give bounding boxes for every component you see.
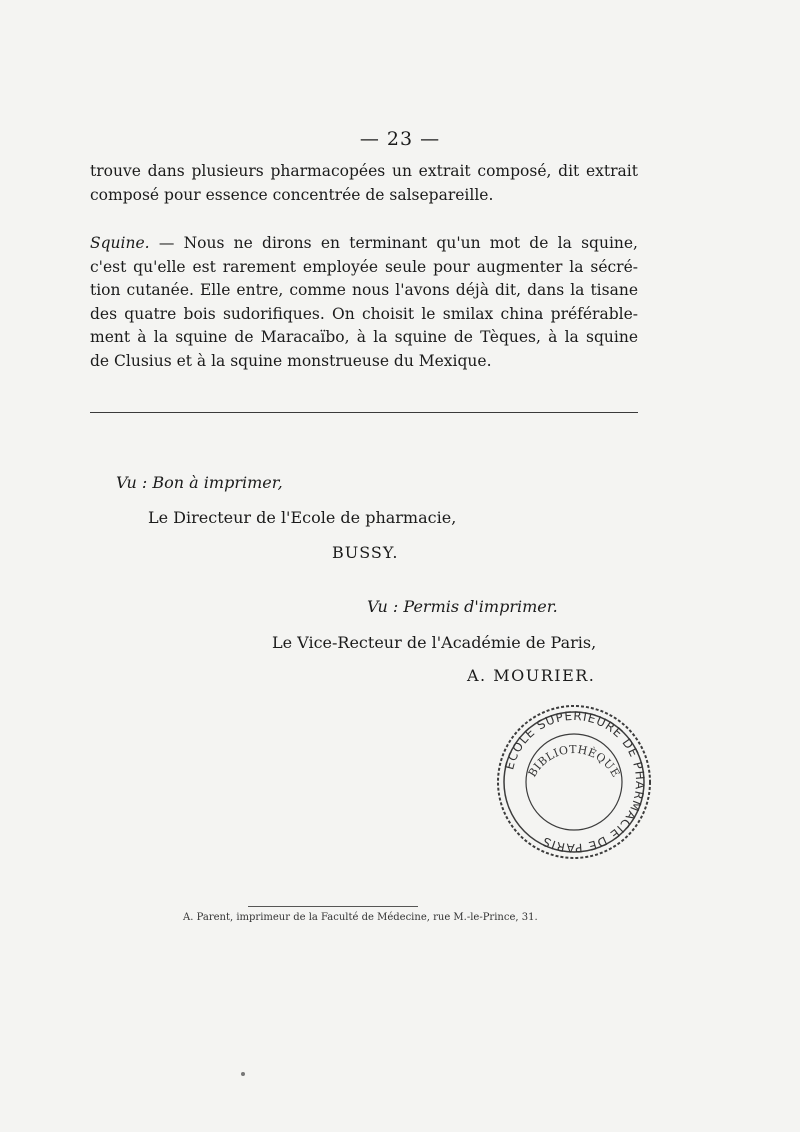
text-line: ment à la squine de Maracaïbo, à la squine de Tèques, à la squine bbox=[90, 328, 638, 346]
paragraph-squine bbox=[90, 232, 638, 373]
text-line bbox=[90, 232, 638, 256]
approval-vu-bon: Vu : Bon à imprimer, bbox=[116, 473, 283, 492]
section-lead: Squine. bbox=[90, 234, 150, 252]
text-line: trouve dans plusieurs pharmacopées un extrait composé, dit extrait bbox=[90, 162, 638, 180]
director-title: Le Directeur de l'Ecole de pharmacie, bbox=[148, 508, 457, 527]
text-line: des quatre bois sudorifiques. On choisit le smilax china préférable- bbox=[90, 304, 638, 323]
paper-speck bbox=[241, 1072, 245, 1076]
rector-title: Le Vice-Recteur de l'Académie de Paris, bbox=[272, 633, 597, 652]
text-line: composé pour essence concentrée de salsepareille. bbox=[90, 185, 494, 204]
svg-text:ECOLE SUPERIEURE DE PHARMACIE bbox=[502, 709, 647, 855]
text-line: c'est qu'elle est rarement employée seule pour augmenter la sécré- bbox=[90, 257, 638, 276]
text-fragment: — Nous ne dirons en terminant qu'un mot de la squine, bbox=[149, 234, 638, 252]
printer-imprint: A. Parent, imprimeur de la Faculté de Médecine, rue M.-le-Prince, 31. bbox=[183, 912, 538, 923]
page-number: — 23 — bbox=[359, 128, 441, 150]
text-line: de Clusius et à la squine monstrueuse du Mexique. bbox=[90, 351, 492, 370]
text-line: tion cutanée. Elle entre, comme nous l'avons déjà dit, dans la tisane bbox=[90, 281, 638, 299]
rector-name: A. MOURIER. bbox=[467, 666, 596, 685]
footer-divider bbox=[248, 906, 418, 907]
section-divider bbox=[90, 412, 638, 413]
approval-vu-permis: Vu : Permis d'imprimer. bbox=[367, 597, 558, 616]
director-name: BUSSY. bbox=[332, 543, 399, 562]
stamp-inner-text: BIBLIOTHÈQUE bbox=[525, 743, 623, 780]
stamp-outer-text: ECOLE SUPERIEURE DE PHARMACIE DE PARIS bbox=[502, 708, 648, 856]
library-stamp bbox=[494, 702, 654, 862]
paragraph-salsepareille bbox=[90, 160, 638, 207]
